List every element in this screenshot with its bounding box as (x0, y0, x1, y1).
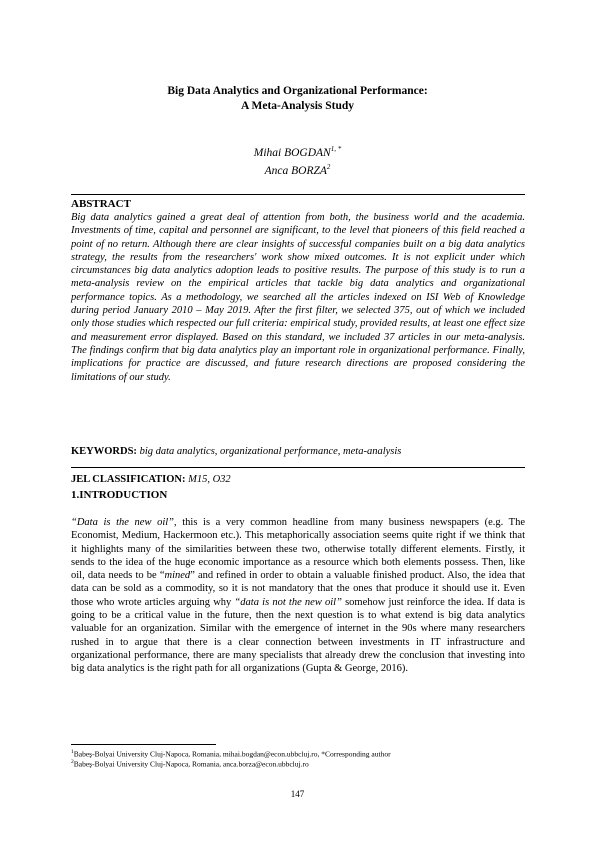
keywords (71, 446, 525, 457)
footnote-2 (71, 758, 525, 769)
keywords-rule (71, 467, 525, 468)
author-1 (0, 142, 595, 160)
intro-quote-3: “data is not the new oil” (234, 596, 342, 608)
jel-value: M15, O32 (188, 474, 231, 485)
intro-text-3: somehow just reinforce the idea. If data is going to be a critical value in the future, then the next question is to what extend is big data analytics valuable for an organization. Similar with the emergence of internet in the 90s where many researchers rushed in to argue that there is a clear connection between investments in IT infrastructure and organizational performance, there are many specialists that already drew the conclusion that investing into big data analytics is the right path for all organizations (Gupta & George, 2016). (71, 596, 526, 675)
author-list (0, 142, 595, 178)
jel-classification (71, 474, 525, 485)
intro-text-2: ” and refined in order to obtain a valuable finished product. Also, the idea that data can be sold as a commodity, so it is not mandatory that the ones that produce it should use it. Even those who wrote articles arguing why (71, 570, 526, 608)
intro-text-1: , this is a very common headline from many business newspapers (e.g. The Economist, Medium, Hackermoon etc.). This metaphorically association seems quite right if we think that it highlights many of the similarities between these two, otherwise totally different elements. Firstly, it sends to the idea of the huge economic importance as a resource which both elements possess. Then, like oil, data needs to be “ (71, 517, 525, 582)
title-line-1: Big Data Analytics and Organizational Performance: (167, 85, 428, 97)
introduction-paragraph (71, 516, 525, 676)
footnote-text: Babeş-Bolyai University Cluj-Napoca, Romania, mihai.bogdan@econ.ubbcluj.ro, *Corresponding author (73, 749, 391, 759)
author-name: Mihai BOGDAN (253, 146, 331, 159)
footnote-text: Babeş-Bolyai University Cluj-Napoca, Romania, anca.borza@econ.ubbcluj.ro (73, 759, 309, 769)
footnote-1 (71, 748, 525, 759)
author-name: Anca BORZA (264, 164, 327, 177)
abstract-top-rule (71, 194, 525, 195)
page-number: 147 (290, 789, 305, 799)
footnote-rule (71, 744, 216, 745)
author-affiliation-mark: 2 (326, 162, 331, 171)
keywords-label: KEYWORDS: (71, 446, 137, 457)
footnote-mark: 1 (71, 749, 74, 755)
abstract-text: Big data analytics gained a great deal of attention from both, the business world and the academia. Investments of time, capital and personnel are significant, to the level that pioneers of this field reached a point of no return. Although there are clear insights of successful companies built on a big data analytics strategy, the results from the researchers' work show mixed outcomes. It is not explicit under which circumstances big data analytics adoption leads to positive results. The purpose of this study is to run a meta-analysis review on the empirical articles that tackle big data analytics and organizational performance topics. As a methodology, we searched all the articles indexed on ISI Web of Knowledge during period January 2010 – May 2019. After the first filter, we selected 375, out of which we included only those studies which respected our full criteria: empirical study, provided results, at least one effect size and measurement error displayed. Based on this standard, we included 37 articles in our meta-analysis. The findings confirm that big data analytics play an important role in organizational performance. Finally, implications for practice are discussed, and future research directions are proposed considering the limitations of our study. (71, 212, 525, 383)
jel-label: JEL CLASSIFICATION: (71, 474, 186, 485)
abstract-heading: ABSTRACT (71, 198, 131, 210)
paper-title (0, 84, 595, 114)
section-heading-introduction: 1.INTRODUCTION (71, 489, 168, 501)
author-2 (0, 160, 595, 178)
footnote-mark: 2 (71, 759, 74, 765)
intro-quote-2: mined (164, 570, 191, 582)
intro-quote-1: “Data is the new oil” (71, 517, 174, 528)
title-line-2: A Meta-Analysis Study (240, 100, 355, 112)
author-affiliation-mark: 1, * (330, 145, 342, 153)
keywords-value: big data analytics, organizational performance, meta-analysis (139, 446, 402, 457)
